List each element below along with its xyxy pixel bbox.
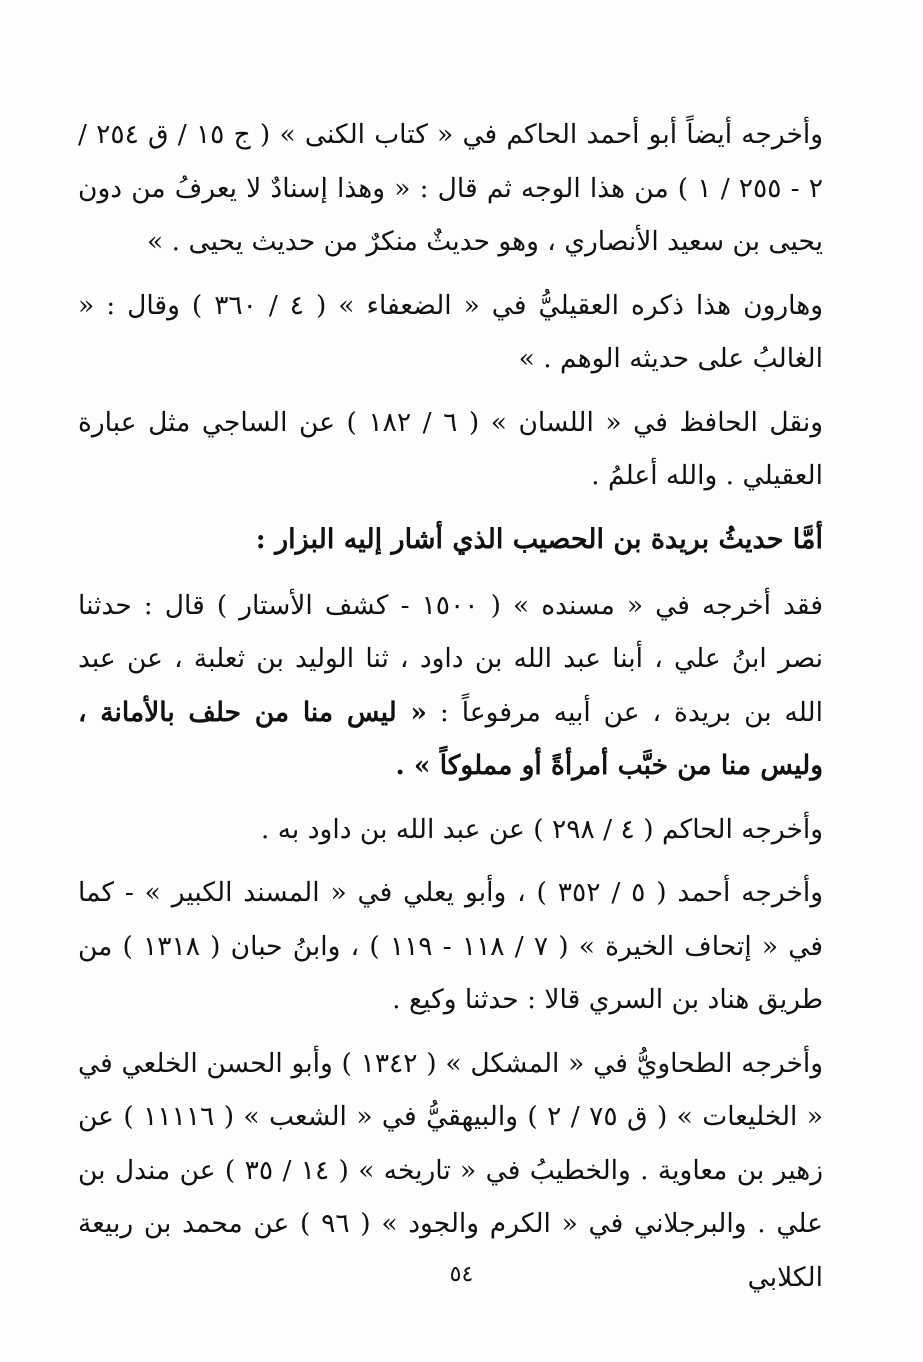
- paragraph-2: وهارون هذا ذكره العقيليُّ في « الضعفاء » ( ٤ / ٣٦٠ ) وقال : « الغالبُ على حديثه الوهم . »: [78, 289, 824, 374]
- paragraph-6: وأخرجه أحمد ( ٥ / ٣٥٢ ) ، وأبو يعلي في « المسند الكبير » - كما في « إتحاف الخيرة » ( ٧ / ١١٨ - ١١٩ ) ، وابنُ حبان ( ١٣١٨ ) من طريق هناد بن السري قالا : حدثنا وكيع .: [78, 877, 823, 1015]
- hadith-text: « ليس منا من حلف بالأمانة ، وليس منا من خبَّب أمرأةً أو مملوكاً » .: [78, 696, 823, 781]
- paragraph-5: وأخرجه الحاكم ( ٤ / ٢٩٨ ) عن عبد الله بن داود به .: [260, 813, 823, 845]
- section-heading: أمَّا حديثُ بريدة بن الحصيب الذي أشار إليه البزار :: [255, 523, 823, 555]
- paragraph-1: وأخرجه أيضاً أبو أحمد الحاكم في « كتاب الكنى » ( ج ١٥ / ق ٢٥٤ / ٢ - ٢٥٥ / ١ ) من هذا الوجه ثم قال : « وهذا إسنادٌ لا يعرفُ من دون يحيى بن سعيد الأنصاري ، وهو حديثٌ منكرٌ من حديث يحيى . »: [78, 119, 824, 257]
- paragraph-7: وأخرجه الطحاويُّ في « المشكل » ( ١٣٤٢ ) وأبو الحسن الخلعي في « الخليعات » ( ق ٧٥ / ٢ ) والبيهقيُّ في « الشعب » ( ١١١١٦ ) عن زهير بن معاوية . والخطيبُ في « تاريخه » ( ١٤ / ٣٥ ) عن مندل بن علي . والبرجلاني في « الكرم والجود » ( ٩٦ ) عن محمد بن ربيعة الكلابي: [78, 1047, 824, 1293]
- page-number: ٥٤: [449, 1262, 474, 1287]
- paragraph-4: [78, 579, 823, 793]
- page-body: [78, 108, 823, 1314]
- paragraph-4-text: فقد أخرجه في « مسنده » ( ١٥٠٠ - كشف الأستار ) قال : حدثنا نصر ابنُ علي ، أبنا عبد الله بن داود ، ثنا الوليد بن ثعلبة ، عن عبد الله بن بريدة ، عن أبيه مرفوعاً :: [78, 589, 823, 728]
- paragraph-3: ونقل الحافظ في « اللسان » ( ٦ / ١٨٢ ) عن الساجي مثل عبارة العقيلي . والله أعلمُ .: [78, 406, 823, 491]
